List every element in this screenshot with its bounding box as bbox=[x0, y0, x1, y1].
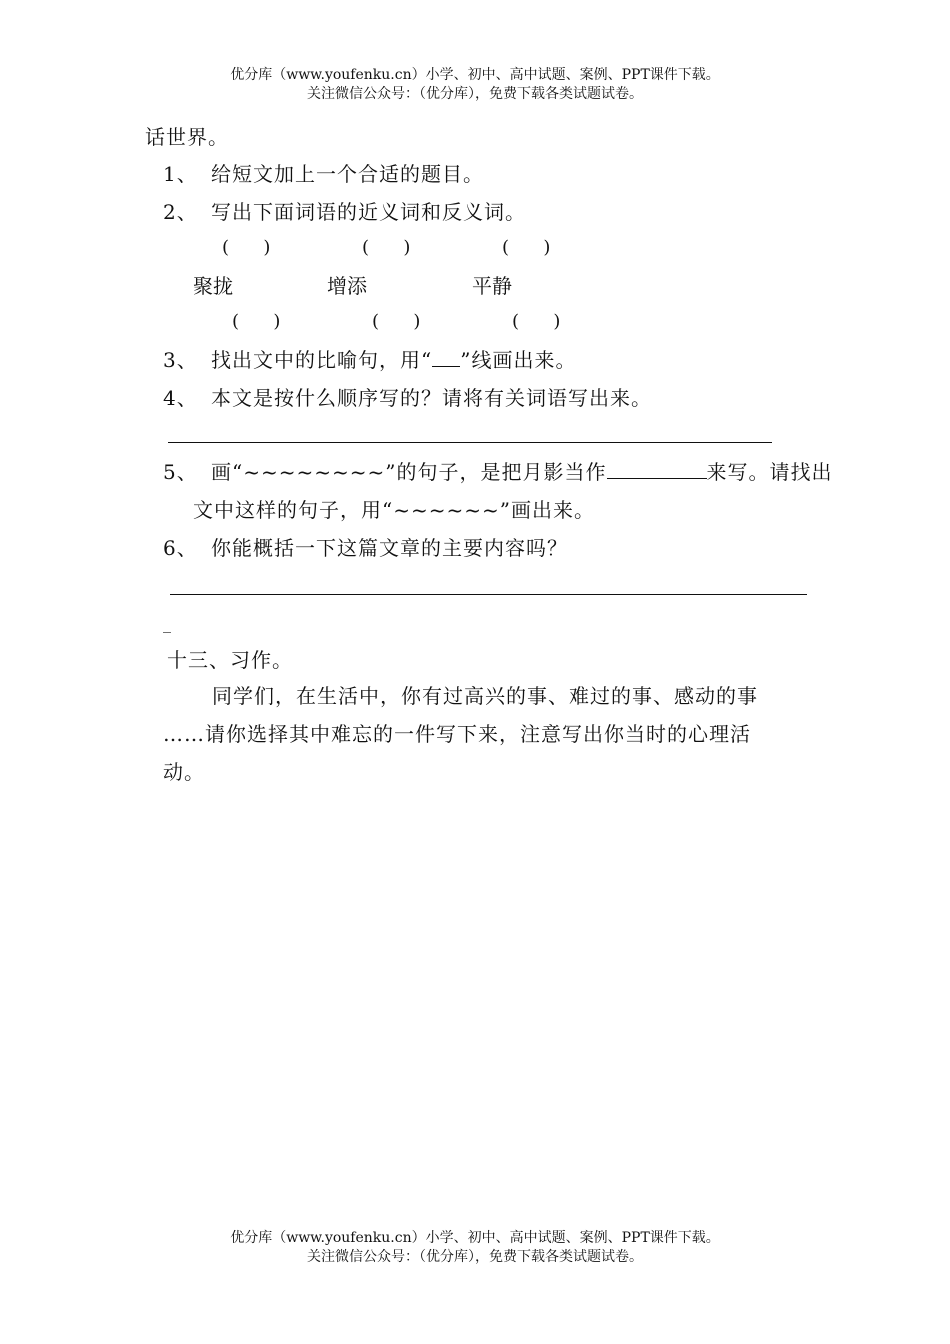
stray-underscore: _ bbox=[163, 614, 172, 633]
synonym-blank-2[interactable]: ( ) bbox=[362, 237, 411, 258]
question-6 bbox=[163, 534, 568, 562]
underline-sample bbox=[432, 346, 460, 367]
page-footer-line-1: 优分库（www.youfenku.cn）小学、初中、高中试题、案例、PPT课件下载。 bbox=[230, 1230, 720, 1246]
page-footer-line-2: 关注微信公众号：（优分库），免费下载各类试题试卷。 bbox=[307, 1249, 643, 1265]
question-text: 写出下面词语的近义词和反义词。 bbox=[211, 200, 526, 224]
question-text: 给短文加上一个合适的题目。 bbox=[211, 162, 484, 186]
question-5 bbox=[163, 458, 833, 486]
synonym-blank-3[interactable]: ( ) bbox=[502, 237, 551, 258]
section-13-title: 十三、习作。 bbox=[167, 648, 293, 672]
continuation-text: 话世界。 bbox=[145, 125, 229, 149]
question-text-before: 画“~~~~~~~~”的句子，是把月影当作 bbox=[211, 460, 607, 484]
question-number: 1、 bbox=[163, 162, 198, 186]
answer-line-q6[interactable] bbox=[170, 594, 807, 595]
section-13-paragraph-line-2: ……请你选择其中难忘的一件写下来，注意写出你当时的心理活 bbox=[163, 722, 751, 746]
page-header-line-2: 关注微信公众号：（优分库），免费下载各类试题试卷。 bbox=[307, 86, 643, 102]
question-number: 4、 bbox=[163, 386, 198, 410]
question-number: 2、 bbox=[163, 200, 198, 224]
section-13-paragraph-line-1: 同学们，在生活中，你有过高兴的事、难过的事、感动的事 bbox=[212, 684, 758, 708]
page-header-line-1: 优分库（www.youfenku.cn）小学、初中、高中试题、案例、PPT课件下载。 bbox=[230, 67, 720, 83]
question-text-before: 找出文中的比喻句，用“ bbox=[211, 348, 433, 372]
question-number: 3、 bbox=[163, 348, 198, 372]
synonym-blank-1[interactable]: ( ) bbox=[222, 237, 271, 258]
question-4 bbox=[163, 384, 652, 412]
section-13-paragraph-line-3: 动。 bbox=[163, 760, 205, 784]
answer-line-q4[interactable] bbox=[168, 442, 772, 443]
antonym-blank-3[interactable]: ( ) bbox=[512, 311, 561, 332]
question-1 bbox=[163, 160, 484, 188]
question-number: 6、 bbox=[163, 536, 198, 560]
question-number: 5、 bbox=[163, 460, 198, 484]
answer-blank-q5[interactable] bbox=[607, 458, 707, 479]
question-text-after: ”线画出来。 bbox=[460, 348, 577, 372]
question-text-after: 来写。请找出 bbox=[706, 460, 833, 484]
question-5-line-2: 文中这样的句子，用“~~~~~~”画出来。 bbox=[193, 498, 595, 522]
word-julong: 聚拢 bbox=[193, 274, 233, 298]
question-2 bbox=[163, 198, 526, 226]
question-text: 你能概括一下这篇文章的主要内容吗？ bbox=[211, 536, 568, 560]
word-zengtian: 增添 bbox=[327, 274, 367, 298]
word-pingjing: 平静 bbox=[472, 274, 512, 298]
antonym-blank-1[interactable]: ( ) bbox=[232, 311, 281, 332]
antonym-blank-2[interactable]: ( ) bbox=[372, 311, 421, 332]
question-3 bbox=[163, 346, 576, 374]
question-text: 本文是按什么顺序写的？请将有关词语写出来。 bbox=[211, 386, 652, 410]
